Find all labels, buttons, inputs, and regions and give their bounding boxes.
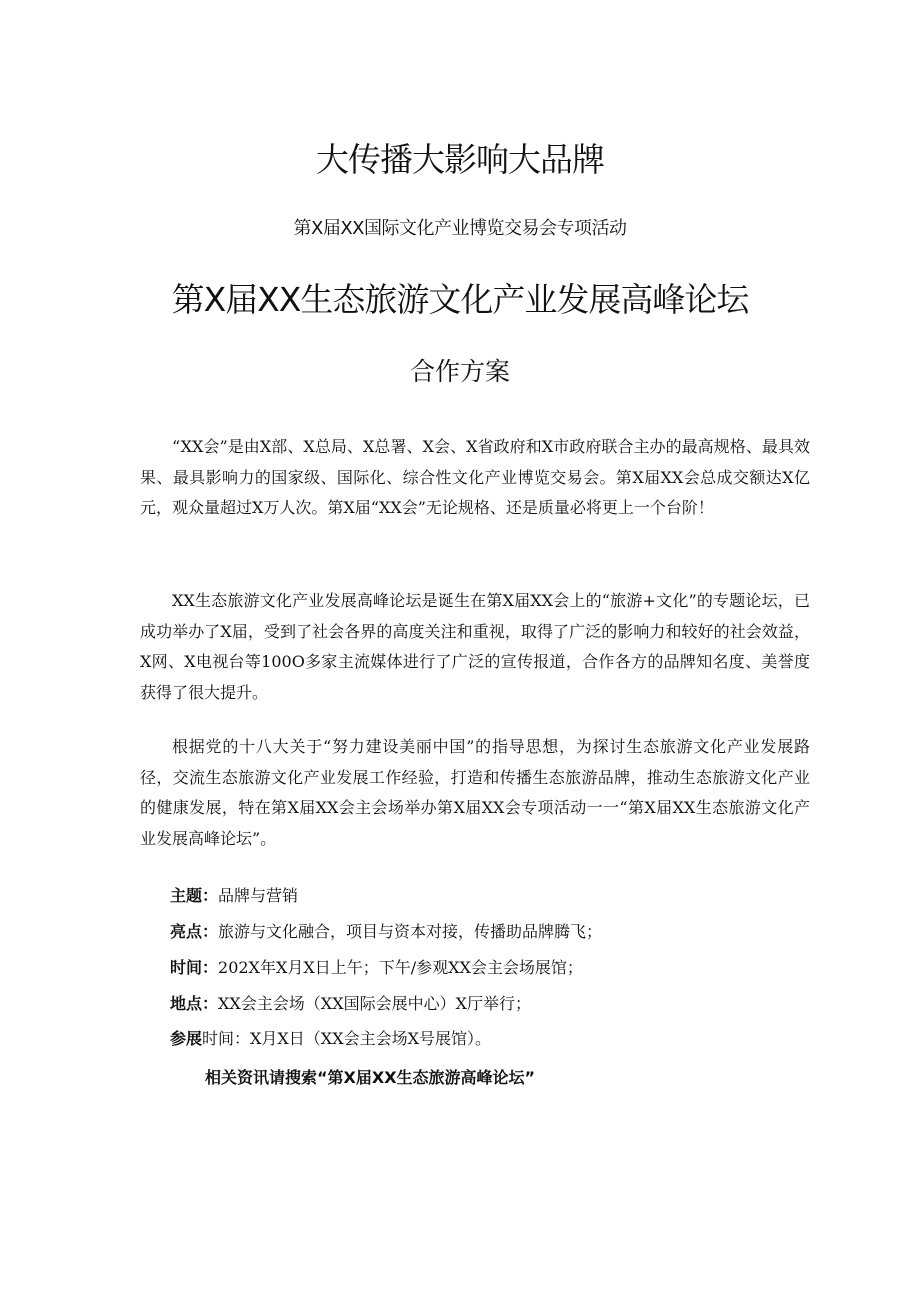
info-highlight <box>170 917 810 947</box>
highlight-label: 亮点： <box>170 922 219 941</box>
main-title: 大传播大影响大品牌 <box>316 140 604 179</box>
time-label: 时间： <box>170 958 219 977</box>
search-note: 相关资讯请搜索“第X届XX生态旅游高峰论坛” <box>205 1068 536 1087</box>
visit-value: 时间：X月X日（XX会主会场X号展馆）。 <box>202 1029 491 1048</box>
place-value: XX会主会场（XX国际会展中心）X厅举行； <box>218 994 531 1013</box>
place-label: 地点： <box>170 994 219 1013</box>
visit-label: 参展 <box>170 1029 203 1048</box>
info-place <box>170 989 810 1019</box>
theme-value: 品牌与营销 <box>218 886 299 905</box>
forum-title: 第X届XX生态旅游文化产业发展高峰论坛 <box>171 280 749 319</box>
subtitle: 第X届XX国际文化产业博览交易会专项活动 <box>293 218 627 239</box>
time-value: 202X年X月X日上午；下午/参观XX会主会场展馆； <box>218 958 583 977</box>
info-theme <box>170 881 810 911</box>
plan-title: 合作方案 <box>409 357 510 386</box>
paragraph-purpose: 根据党的十八大关于“努力建设美丽中国”的指导思想，为探讨生态旅游文化产业发展路径，交流生态旅游文化产业发展工作经验，打造和传播生态旅游品牌，推动生态旅游文化产业的健康发展，特在第X届XX会主会场举办第X届XX会专项活动一一“第X届XX生态旅游文化产业发展高峰论坛”。 <box>140 737 810 848</box>
paragraph-forum-history: XX生态旅游文化产业发展高峰论坛是诞生在第X届XX会上的“旅游+文化”的专题论坛，已成功举办了X届，受到了社会各界的高度关注和重视，取得了广泛的影响力和较好的社会效益，X网、X电视台等100O多家主流媒体进行了广泛的宣传报道，合作各方的品牌知名度、美誉度获得了很大提升。 <box>140 591 810 702</box>
paragraph-intro: “XX会”是由X部、X总局、X总署、X会、X省政府和X市政府联合主办的最高规格、最具效果、最具影响力的国家级、国际化、综合性文化产业博览交易会。第X届XX会总成交额达X亿元，观众量超过X万人次。第X届“XX会”无论规格、还是质量必将更上一个台阶！ <box>140 437 810 517</box>
highlight-value: 旅游与文化融合，项目与资本对接，传播助品牌腾飞； <box>218 922 603 941</box>
info-visit <box>170 1024 810 1054</box>
theme-label: 主题： <box>170 886 219 905</box>
info-time <box>170 953 810 983</box>
